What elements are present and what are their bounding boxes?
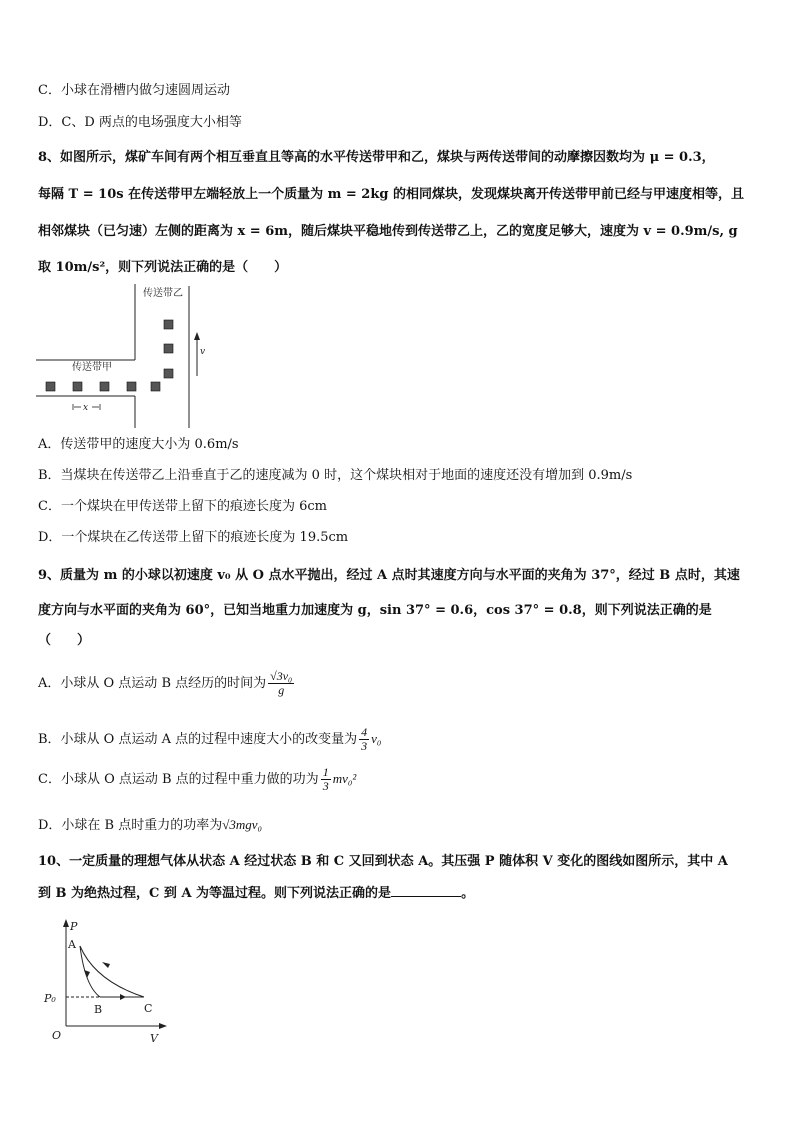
q7-option-c: C．小球在滑槽内做匀速圆周运动 xyxy=(38,83,230,98)
q8-option-d: D．一个煤块在乙传送带上留下的痕迹长度为 19.5cm xyxy=(38,530,349,545)
fraction-denominator: 3 xyxy=(361,739,368,753)
pv-axis-v-label: V xyxy=(150,1032,158,1045)
q8-stem-line3: 相邻煤块（已匀速）左侧的距离为 x = 6m，随后煤块平稳地传到传送带乙上，乙的宽度足够大，速度为 v = 0.9m/s, g xyxy=(38,224,738,239)
q9-option-a-text: A．小球从 O 点运动 B 点经历的时间为 xyxy=(38,676,267,691)
fraction-denominator: g xyxy=(278,683,285,697)
q9-option-c xyxy=(38,766,356,793)
q9-option-a-fraction xyxy=(268,670,294,697)
q8-option-c: C．一个煤块在甲传送带上留下的痕迹长度为 6cm xyxy=(38,499,327,514)
q8-option-b: B．当煤块在传送带乙上沿垂直于乙的速度减为 0 时，这个煤块相对于地面的速度还没有增加到 0.9m/s xyxy=(38,468,633,483)
q8-fig-label-yi: 传送带乙 xyxy=(143,288,183,299)
q9-option-b-unit: v₀ xyxy=(371,731,382,746)
q9-option-d-text: D．小球在 B 点时重力的功率为 xyxy=(38,818,223,833)
q9-option-c-expr: mv₀² xyxy=(332,771,357,786)
q9-stem-line3: （ ） xyxy=(38,633,91,648)
q8-fig-label-jia: 传送带甲 xyxy=(72,362,112,373)
q8-fig-label-x: x xyxy=(83,403,89,413)
q9-option-c-text: C．小球从 O 点运动 B 点的过程中重力做的功为 xyxy=(38,772,319,787)
q10-pv-diagram xyxy=(40,916,170,1046)
q9-option-d-expr: √3mgv₀ xyxy=(222,817,263,832)
q9-option-d xyxy=(38,816,262,835)
pv-origin-label: O xyxy=(52,1029,62,1042)
q9-stem-line1: 9、质量为 m 的小球以初速度 v₀ 从 O 点水平抛出，经过 A 点时其速度方向与水平面的夹角为 37°，经过 B 点时，其速 xyxy=(38,568,740,583)
q9-option-b xyxy=(38,726,381,753)
q7-option-d: D．C、D 两点的电场强度大小相等 xyxy=(38,115,242,130)
fraction-numerator: 1 xyxy=(322,765,329,779)
q10-stem-line1: 10、一定质量的理想气体从状态 A 经过状态 B 和 C 又回到状态 A。其压强 P 随体积 V 变化的图线如图所示，其中 A xyxy=(38,854,728,869)
q8-option-a: A．传送带甲的速度大小为 0.6m/s xyxy=(38,437,239,452)
q10-stem-line2-end: 。 xyxy=(461,886,475,901)
fraction-numerator: 4 xyxy=(361,725,368,739)
fraction-numerator: √3v₀ xyxy=(270,669,293,683)
pv-point-b-label: B xyxy=(94,1003,103,1016)
q8-fig-label-v: v xyxy=(200,347,206,357)
q8-conveyor-figure xyxy=(36,284,236,430)
fraction-denominator: 3 xyxy=(322,779,329,793)
q10-stem-line2-text: 到 B 为绝热过程，C 到 A 为等温过程。则下列说法正确的是 xyxy=(38,886,392,901)
pv-point-c-label: C xyxy=(144,1002,153,1015)
q8-stem-line4: 取 10m/s²，则下列说法正确的是（ ） xyxy=(38,260,288,275)
pv-p0-label: P₀ xyxy=(44,992,56,1005)
pv-point-a-label: A xyxy=(68,938,76,951)
q8-stem-line1: 8、如图所示，煤矿车间有两个相互垂直且等高的水平传送带甲和乙，煤块与两传送带间的动摩擦因数均为 μ = 0.3， xyxy=(38,150,715,165)
q10-stem-line2 xyxy=(38,884,474,903)
q9-option-b-text: B．小球从 O 点运动 A 点的过程中速度大小的改变量为 xyxy=(38,732,358,747)
q8-stem-line2: 每隔 T = 10s 在传送带甲左端轻放上一个质量为 m = 2kg 的相同煤块，发现煤块离开传送带甲前已经与甲速度相等，且 xyxy=(38,187,744,202)
answer-blank xyxy=(391,884,461,897)
q9-option-b-fraction xyxy=(359,726,369,753)
q9-option-c-fraction xyxy=(321,766,331,793)
q9-stem-line2: 度方向与水平面的夹角为 60°，已知当地重力加速度为 g，sin 37° = 0.6，cos 37° = 0.8，则下列说法正确的是 xyxy=(38,603,712,618)
pv-axis-p-label: P xyxy=(70,920,78,933)
q9-option-a xyxy=(38,670,296,697)
